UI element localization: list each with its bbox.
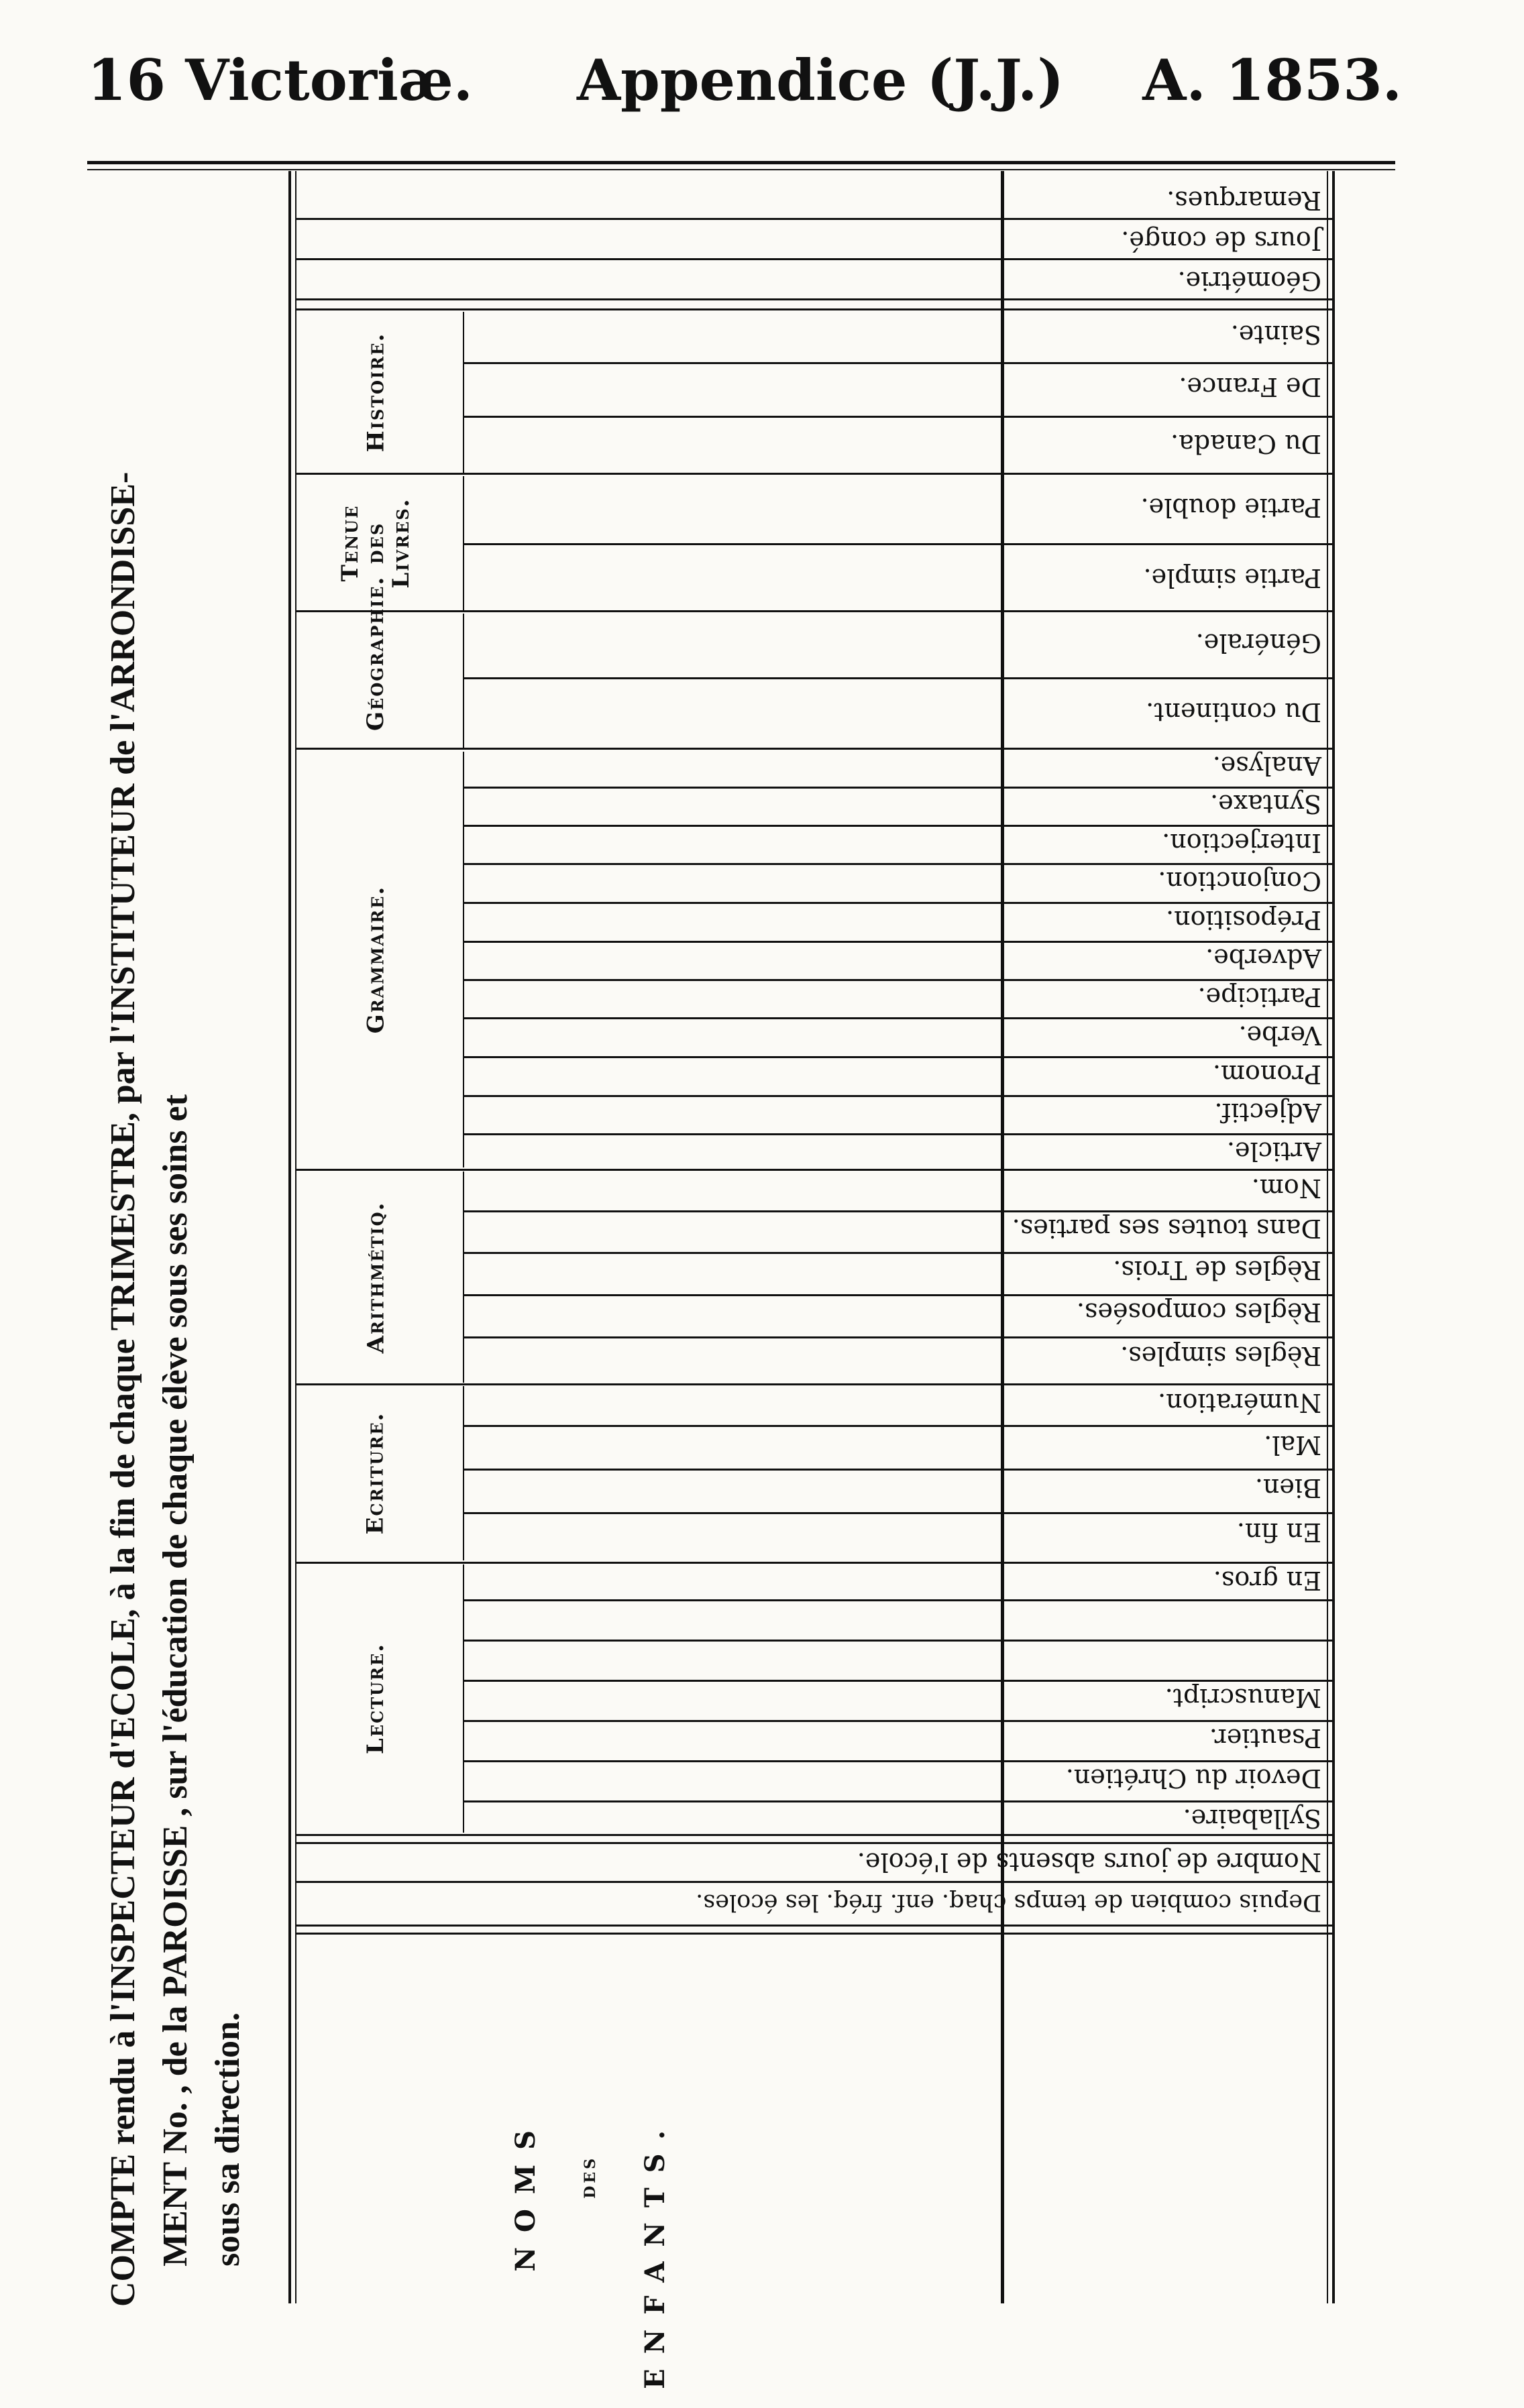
- row-label-partie-double: Partie double.: [1140, 493, 1321, 522]
- row-line: [463, 1210, 1335, 1212]
- row-line: [463, 787, 1335, 789]
- group-geographie: [309, 575, 443, 748]
- row-line: [296, 1881, 1335, 1883]
- des-word: DES: [582, 2156, 599, 2199]
- row-label-interjection: Interjection.: [1162, 828, 1321, 858]
- row-label-devoir: Devoir du Chrétien.: [1065, 1764, 1321, 1793]
- row-label-generale: Générale.: [1195, 628, 1321, 658]
- form-title-line1: COMPTE rendu à l'INSPECTEUR d'ECOLE, à la fin de chaque TRIMESTRE, par l'INSTITUTEUR de l'ARRONDISSE-: [104, 471, 142, 2307]
- row-label-depuis-combien: Depuis combien de temps chaq. enf. fréq. les écoles.: [696, 1889, 1321, 1916]
- row-line: [463, 825, 1335, 827]
- lecture-divider: [463, 1564, 464, 1833]
- row-label-adverbe: Adverbe.: [1205, 943, 1321, 973]
- form-title-line2: MENT No. , de la PAROISSE , sur l'éducation de chaque élève sous ses soins et: [156, 1094, 195, 2267]
- group-tenue-label: Tenue des Livres.: [337, 498, 415, 589]
- row-label-regles-trois: Règles de Trois.: [1113, 1255, 1321, 1285]
- row-line: [296, 610, 1335, 612]
- row-line: [463, 677, 1335, 679]
- row-line: [463, 1760, 1335, 1762]
- group-histoire: [309, 312, 443, 473]
- row-line: [463, 362, 1335, 364]
- row-label-du-continent: Du continent.: [1146, 697, 1321, 727]
- row-line: [463, 543, 1335, 545]
- noms-word: NOMS: [510, 2116, 541, 2272]
- row-label-jours-absents: Nombre de jours absents de l'école.: [857, 1847, 1321, 1877]
- row-line: [463, 1425, 1335, 1427]
- form-title-line3: sous sa direction.: [209, 2012, 247, 2267]
- row-line: [296, 308, 1335, 310]
- row-label-conjonction: Conjonction.: [1158, 866, 1321, 896]
- row-line: [463, 1017, 1335, 1019]
- group-arithmetique: [309, 1171, 443, 1383]
- row-line: [296, 1562, 1335, 1564]
- form-title: [97, 161, 254, 2307]
- row-label-en-fin: En fin.: [1236, 1517, 1321, 1547]
- row-line: [296, 748, 1335, 750]
- row-label-de-france: De France.: [1179, 372, 1321, 402]
- header-appendix: Appendice (J.J.): [577, 47, 1065, 113]
- row-label-adjectif: Adjectif.: [1214, 1098, 1321, 1127]
- row-label-du-canada: Du Canada.: [1171, 429, 1321, 459]
- row-line: [296, 1834, 1335, 1836]
- row-line: [463, 1599, 1335, 1601]
- table-border-left: [288, 171, 291, 2303]
- group-ecriture-label: Ecriture.: [362, 1412, 389, 1535]
- row-line: [296, 1169, 1335, 1171]
- row-line: [296, 1925, 1335, 1927]
- group-grammaire-label: Grammaire.: [362, 885, 390, 1034]
- row-line: [463, 1512, 1335, 1514]
- row-line: [463, 979, 1335, 981]
- names-column-heading: [510, 2116, 671, 2389]
- row-label-participe: Participe.: [1197, 982, 1321, 1012]
- header-session: 16 Victoriæ.: [87, 47, 474, 113]
- row-label-psautier: Psautier.: [1209, 1723, 1321, 1753]
- header-rule: [87, 161, 1395, 164]
- grammaire-divider: [463, 752, 464, 1167]
- row-line: [463, 1469, 1335, 1471]
- row-label-preposition: Préposition.: [1166, 905, 1321, 935]
- row-line: [296, 473, 1335, 475]
- header-year: A. 1853.: [1142, 47, 1402, 113]
- group-lecture-label: Lecture.: [362, 1642, 389, 1755]
- row-line: [463, 863, 1335, 865]
- arithmetique-divider: [463, 1171, 464, 1383]
- row-label-bien: Bien.: [1254, 1473, 1321, 1503]
- group-geographie-label: Géographie.: [362, 575, 389, 731]
- row-label-remarques: Remarques.: [1166, 186, 1321, 215]
- row-line: [463, 1640, 1335, 1642]
- row-line: [296, 258, 1335, 260]
- group-lecture: [309, 1564, 443, 1833]
- row-line: [296, 1933, 1335, 1935]
- row-line: [296, 298, 1335, 300]
- row-label-sainte: Sainte.: [1230, 320, 1321, 349]
- geographie-divider: [463, 614, 464, 748]
- group-ecriture: [309, 1386, 443, 1560]
- row-line: [463, 1800, 1335, 1802]
- row-line: [463, 1680, 1335, 1682]
- group-arithmetique-label: Arithmétiq.: [362, 1201, 389, 1353]
- row-label-numeration: Numération.: [1158, 1388, 1321, 1418]
- row-label-analyse: Analyse.: [1212, 751, 1321, 781]
- row-line: [463, 1720, 1335, 1722]
- row-line: [296, 218, 1335, 220]
- row-line: [463, 1133, 1335, 1135]
- row-label-pronom: Pronom.: [1212, 1059, 1321, 1089]
- enfants-word: ENFANTS.: [639, 2116, 671, 2389]
- row-label-verbe: Verbe.: [1238, 1021, 1321, 1050]
- row-label-manuscript: Manuscript.: [1164, 1683, 1321, 1713]
- row-line: [463, 1336, 1335, 1338]
- row-label-nom: Nom.: [1251, 1173, 1321, 1203]
- row-label-syllabaire: Syllabaire.: [1183, 1804, 1321, 1833]
- row-line: [463, 1056, 1335, 1058]
- table-border-left-inner: [295, 171, 296, 2303]
- row-label-partie-simple: Partie simple.: [1143, 563, 1321, 593]
- row-label-article: Article.: [1226, 1137, 1321, 1166]
- row-label-syntaxe: Syntaxe.: [1210, 789, 1321, 819]
- row-line: [463, 1252, 1335, 1254]
- row-line: [296, 1383, 1335, 1385]
- histoire-divider: [463, 312, 464, 473]
- row-line: [463, 1294, 1335, 1296]
- row-label-mal: Mal.: [1264, 1430, 1321, 1460]
- group-histoire-label: Histoire.: [362, 332, 389, 453]
- row-line: [296, 1842, 1335, 1844]
- row-label-geometrie: Géométrie.: [1177, 266, 1321, 296]
- row-label-jours-conge: Jours de congé.: [1121, 226, 1321, 255]
- group-grammaire: [309, 752, 443, 1167]
- row-line: [463, 416, 1335, 418]
- row-label-dans-toutes: Dans toutes ses parties.: [1012, 1214, 1321, 1243]
- report-form-table: [288, 171, 1335, 2389]
- row-label-regles-simples: Règles simples.: [1120, 1341, 1321, 1371]
- row-line: [463, 941, 1335, 943]
- page-header: [87, 40, 1402, 127]
- row-label-en-gros: En gros.: [1213, 1566, 1321, 1595]
- row-line: [463, 902, 1335, 904]
- row-label-regles-composees: Règles composées.: [1076, 1298, 1321, 1327]
- row-line: [463, 1095, 1335, 1097]
- ecriture-divider: [463, 1386, 464, 1560]
- header-rule-thin: [87, 169, 1395, 170]
